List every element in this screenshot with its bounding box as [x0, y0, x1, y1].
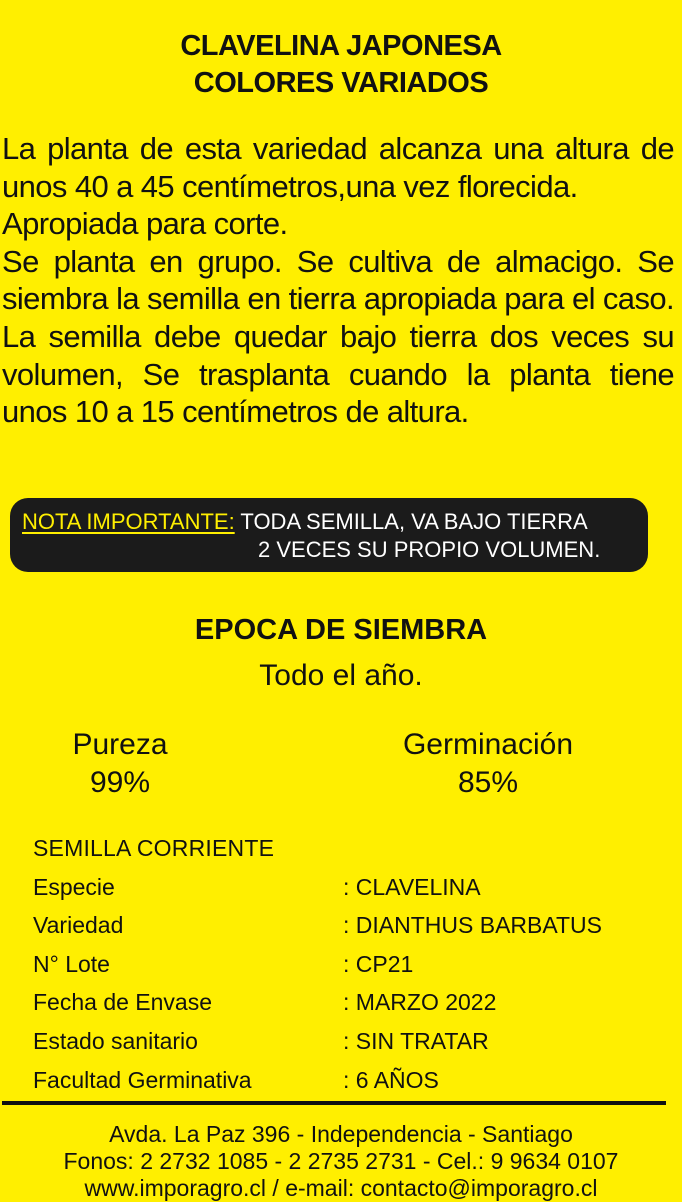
note-text-1: TODA SEMILLA, VA BAJO TIERRA: [234, 509, 588, 534]
info-key: Fecha de Envase: [33, 989, 213, 1016]
info-row: [33, 983, 602, 1022]
footer-web: www.imporagro.cl / e-mail: contacto@imporagro.cl: [84, 1175, 598, 1201]
info-row: [33, 868, 602, 907]
info-key: Variedad: [33, 912, 124, 939]
seed-info-heading: SEMILLA CORRIENTE: [33, 835, 275, 861]
footer-phones: Fonos: 2 2732 1085 - 2 2735 2731 - Cel.: 9 9634 0107: [63, 1148, 619, 1174]
note-line-1: [22, 509, 588, 535]
info-value: : 6 AÑOS: [343, 1066, 439, 1093]
description: [2, 130, 674, 431]
important-note-box: [10, 498, 648, 572]
sowing-season-title: EPOCA DE SIEMBRA: [194, 614, 488, 646]
info-key: N° Lote: [33, 950, 110, 977]
info-row: [33, 906, 602, 945]
info-value: : CLAVELINA: [343, 873, 481, 900]
info-value: : DIANTHUS BARBATUS: [343, 912, 602, 939]
germination-stat: [368, 726, 608, 802]
germination-label: Germinación: [402, 728, 574, 761]
seed-info-table: [33, 829, 602, 1099]
info-key: Especie: [33, 873, 115, 900]
info-value: : SIN TRATAR: [343, 1027, 489, 1054]
info-row: [33, 945, 602, 984]
product-title: [0, 28, 682, 102]
info-row: [33, 1022, 602, 1061]
purity-label: Pureza: [72, 728, 168, 761]
description-paragraph-1: La planta de esta variedad alcanza una altura de unos 40 a 45 centímetros,una vez florecida.: [2, 131, 674, 204]
title-line-2: COLORES VARIADOS: [193, 67, 489, 99]
description-paragraph-3: Se planta en grupo. Se cultiva de almacigo. Se siembra la semilla en tierra apropiada para el caso. La semilla debe quedar bajo tierra dos veces su volumen, Se trasplanta cuando la planta tiene unos 10 a 15 centímetros de altura.: [2, 243, 674, 430]
note-text-2: 2 VECES SU PROPIO VOLUMEN.: [258, 537, 601, 562]
purity-stat: [40, 726, 200, 802]
germination-value: 85%: [457, 766, 519, 799]
info-value: : CP21: [343, 950, 414, 977]
info-value: : MARZO 2022: [343, 989, 497, 1016]
description-paragraph-2: Apropiada para corte.: [2, 206, 288, 242]
footer-divider: [2, 1101, 666, 1105]
info-key: Facultad Germinativa: [33, 1066, 252, 1093]
sowing-season-value: Todo el año.: [259, 659, 423, 692]
note-label: NOTA IMPORTANTE:: [22, 509, 235, 534]
footer-contact: [0, 1121, 682, 1202]
info-key: Estado sanitario: [33, 1027, 198, 1054]
footer-address: Avda. La Paz 396 - Independencia - Santiago: [109, 1121, 573, 1147]
title-line-1: CLAVELINA JAPONESA: [180, 30, 502, 62]
info-row: [33, 1061, 602, 1100]
purity-value: 99%: [89, 766, 151, 799]
